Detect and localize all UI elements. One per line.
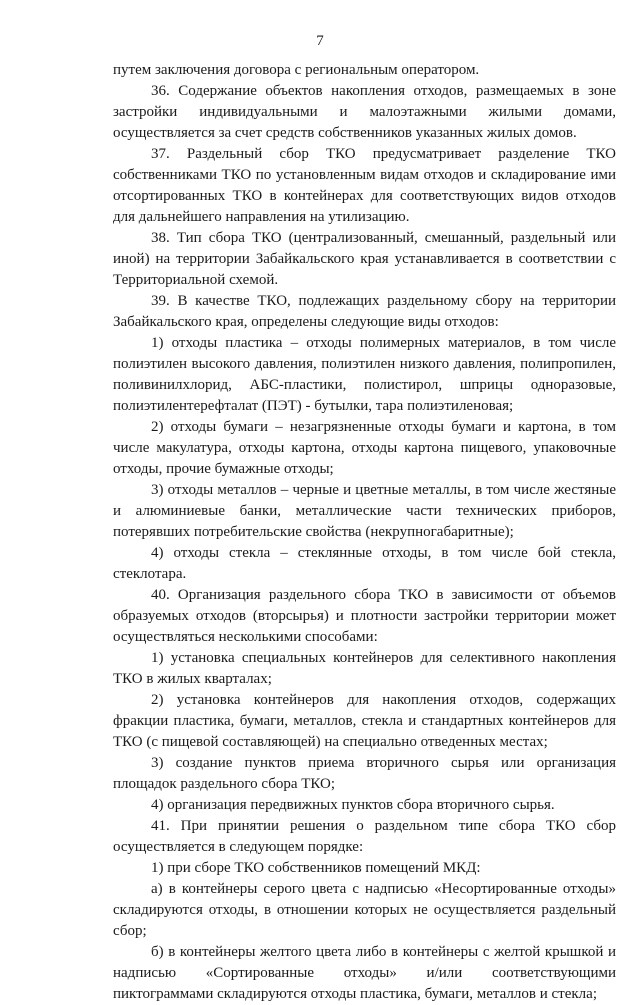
paragraph-39-item-2: 2) отходы бумаги – незагрязненные отходы бумаги и картона, в том числе макулатура, отходы картона, отходы картона пищевого, упаковочные отходы, прочие бумажные отходы;	[113, 419, 616, 477]
paragraph-41-item-1: 1) при сборе ТКО собственников помещений МКД:	[151, 860, 481, 876]
paragraph-41: 41. При принятии решения о раздельном типе сбора ТКО сбор осуществляется в следующем порядке:	[113, 818, 616, 855]
paragraph-39-item-3: 3) отходы металлов – черные и цветные металлы, в том числе жестяные и алюминиевые банки, металлические части технических приборов, потерявших потребительские свойства (некрупногабаритные);	[113, 482, 616, 540]
paragraph-40-item-3: 3) создание пунктов приема вторичного сырья или организация площадок раздельного сбора ТКО;	[113, 755, 616, 792]
paragraph-37: 37. Раздельный сбор ТКО предусматривает разделение ТКО собственниками ТКО по установленным видам отходов и складирование ими отсортированных ТКО в контейнерах для соответствующих видов отходов для дальнейшего направления на утилизацию.	[113, 146, 616, 225]
paragraph-39-item-1: 1) отходы пластика – отходы полимерных материалов, в том числе полиэтилен высокого давления, полиэтилен низкого давления, полипропилен, поливинилхлорид, АБС-пластики, полистирол, шприцы одноразовые, полиэтилентерефталат (ПЭТ) - бутылки, тара полиэтиленовая;	[113, 335, 616, 414]
paragraph-41-item-1a: а) в контейнеры серого цвета с надписью «Несортированные отходы» складируются отходы, в отношении которых не осуществляется раздельный сбор;	[113, 881, 616, 939]
paragraph-40-item-1: 1) установка специальных контейнеров для селективного накопления ТКО в жилых кварталах;	[113, 650, 616, 687]
paragraph-38: 38. Тип сбора ТКО (централизованный, смешанный, раздельный или иной) на территории Забайкальского края устанавливается в соответствии с Территориальной схемой.	[113, 230, 616, 288]
paragraph-39-item-4: 4) отходы стекла – стеклянные отходы, в том числе бой стекла, стеклотара.	[113, 545, 616, 582]
paragraph-39: 39. В качестве ТКО, подлежащих раздельному сбору на территории Забайкальского края, определены следующие виды отходов:	[113, 293, 616, 330]
paragraph-36: 36. Содержание объектов накопления отходов, размещаемых в зоне застройки индивидуальными и малоэтажными жилыми домами, осуществляется за счет средств собственников указанных жилых домов.	[113, 83, 616, 141]
page-number: 7	[316, 33, 324, 49]
paragraph-40: 40. Организация раздельного сбора ТКО в зависимости от объемов образуемых отходов (вторсырья) и плотности застройки территории может осуществляться несколькими способами:	[113, 587, 616, 645]
paragraph-40-item-2: 2) установка контейнеров для накопления отходов, содержащих фракции пластика, бумаги, металлов, стекла и стандартных контейнеров для ТКО (с пищевой составляющей) на специально отведенных местах;	[113, 692, 616, 750]
paragraph-41-item-1b: б) в контейнеры желтого цвета либо в контейнеры с желтой крышкой и надписью «Сортированные отходы» и/или соответствующими пиктограммами складируются отходы пластика, бумаги, металлов и стекла;	[113, 944, 616, 1002]
paragraph-40-item-4: 4) организация передвижных пунктов сбора вторичного сырья.	[151, 797, 555, 813]
document-body	[113, 60, 616, 1005]
paragraph-continuation: путем заключения договора с региональным оператором.	[113, 62, 480, 78]
